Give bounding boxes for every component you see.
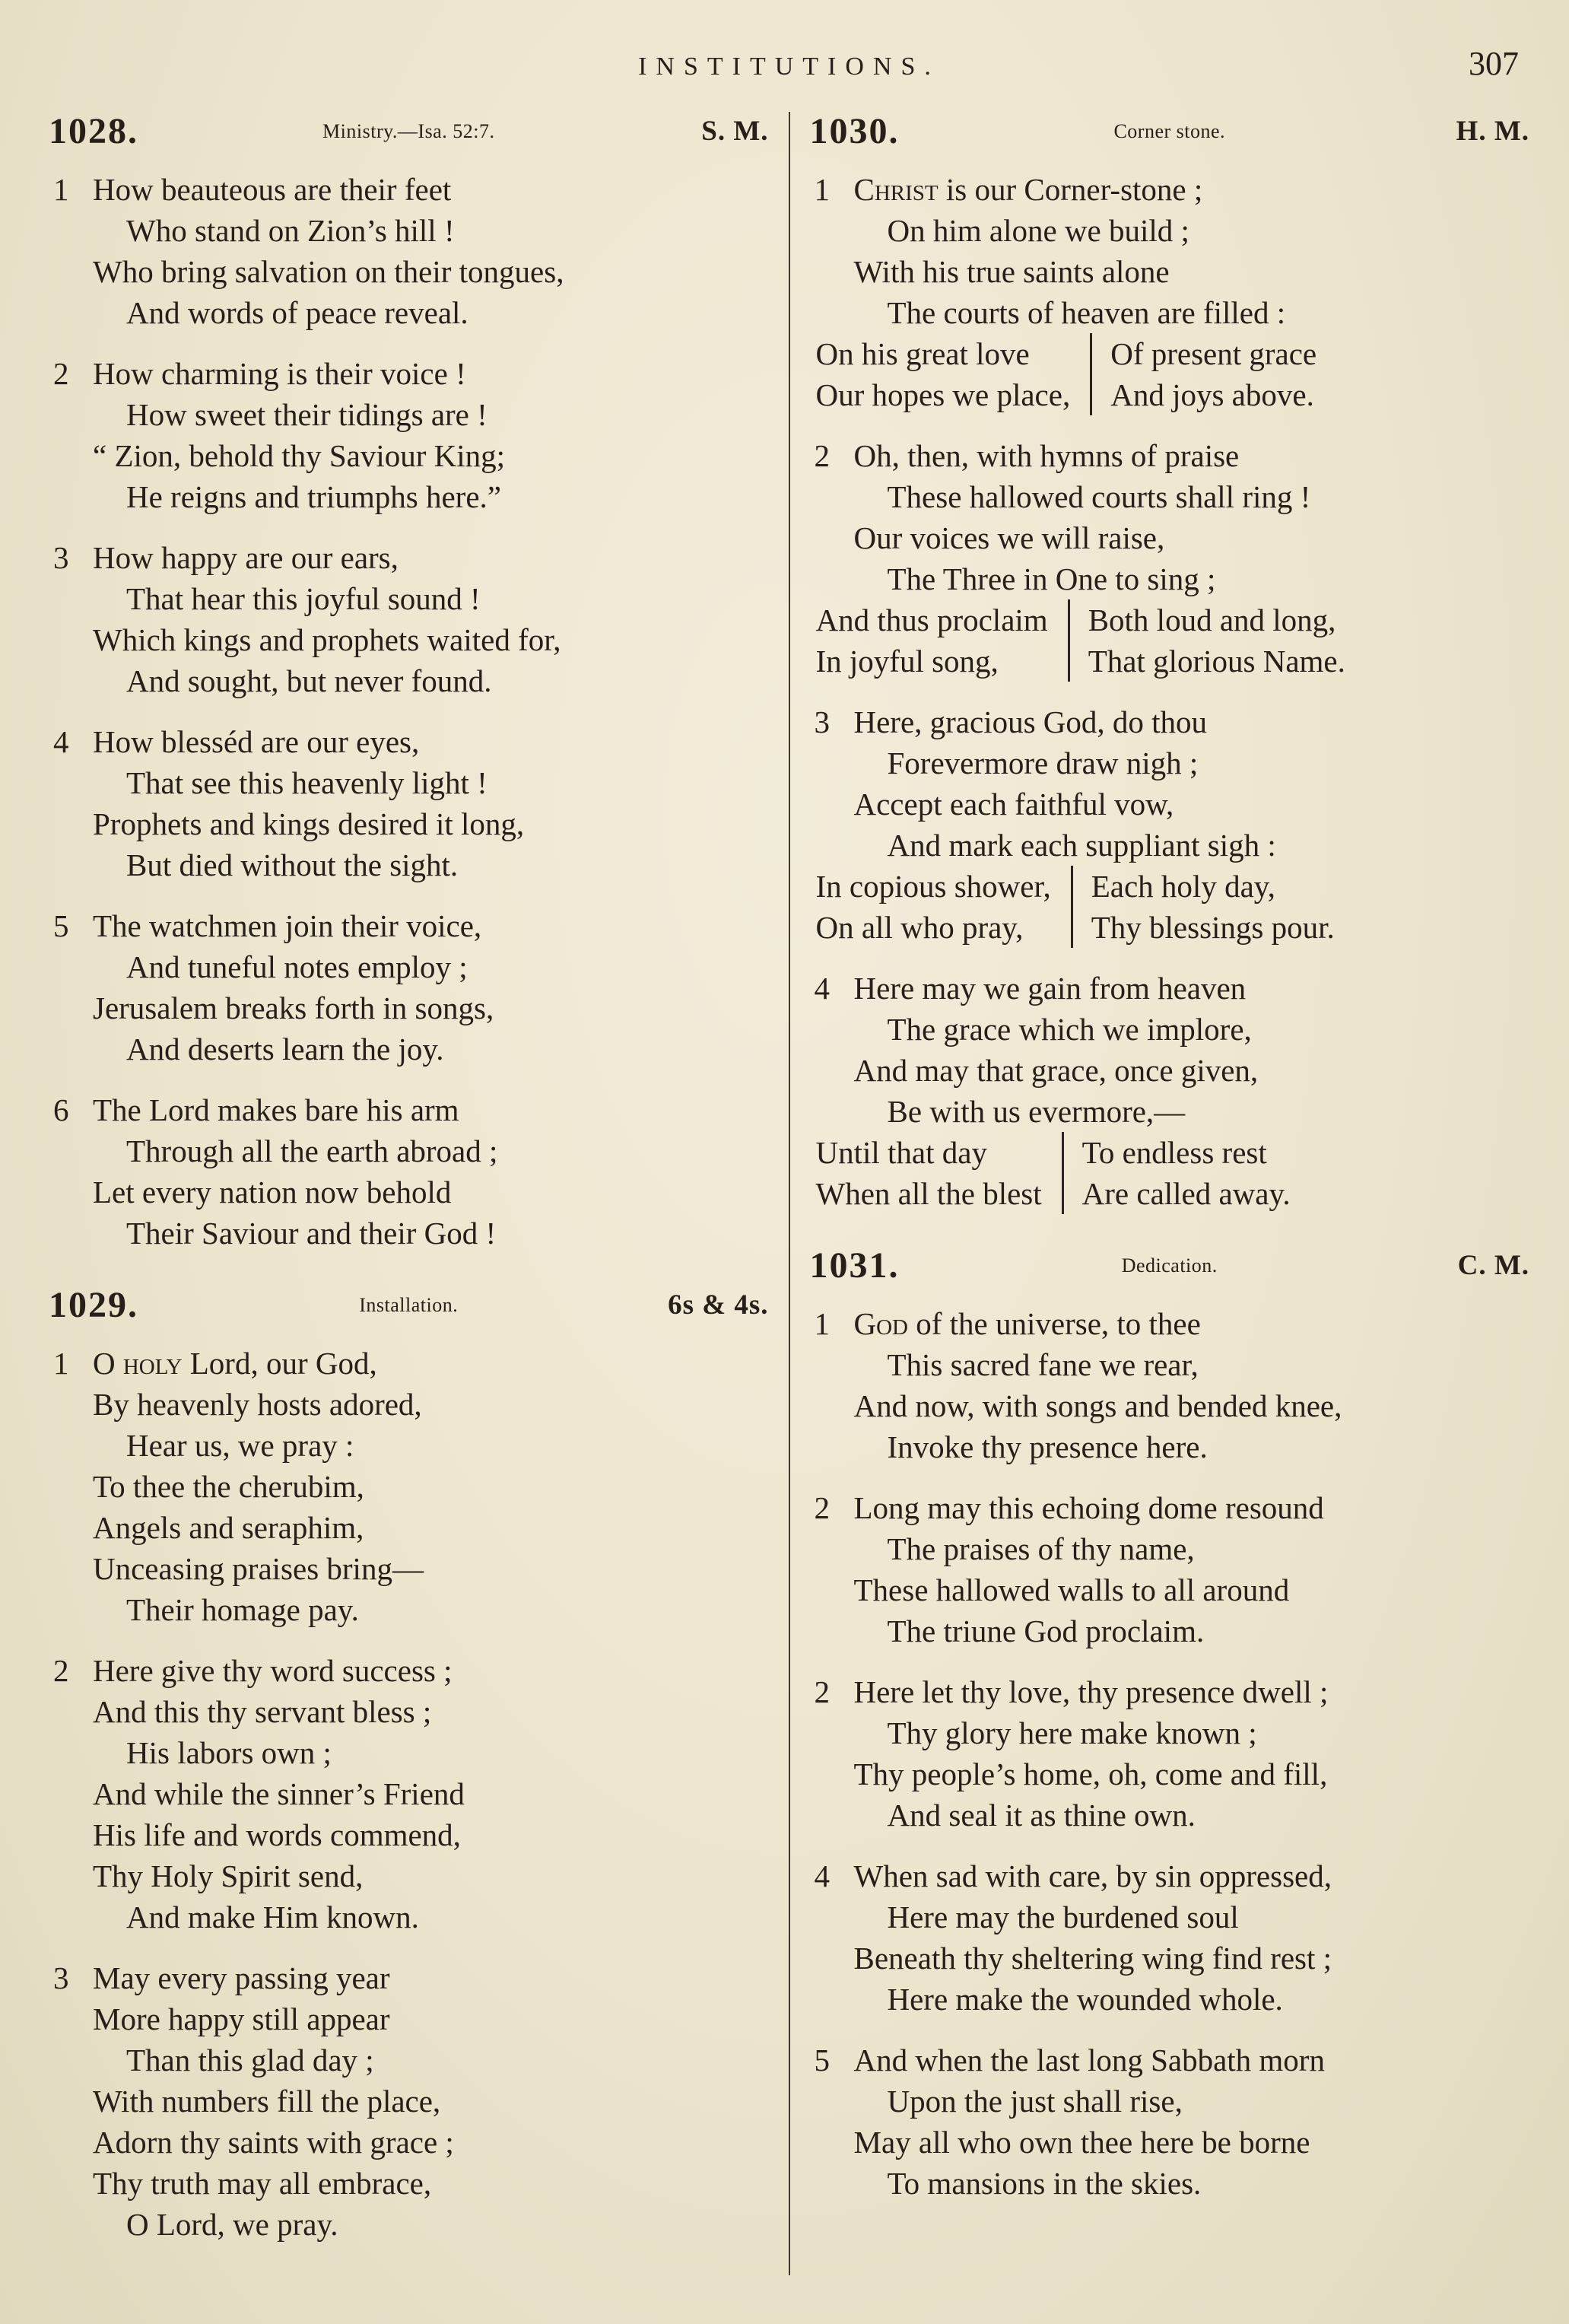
hymn-header	[49, 1284, 769, 1326]
hymn-subtitle: Dedication.	[1121, 1254, 1218, 1276]
smallcaps-lead: God	[853, 1306, 908, 1341]
verse-line	[854, 1050, 1530, 1091]
verse-line	[93, 2122, 769, 2163]
line-text: Long may this echoing dome resound	[853, 1490, 1324, 1525]
verse	[810, 435, 1530, 682]
verse-line	[888, 1528, 1530, 1569]
line-text: Thy truth may all embrace,	[93, 2166, 432, 2201]
line-text: Here may we gain from heaven	[853, 971, 1247, 1006]
line-text: Thy glory here make known ;	[887, 1715, 1257, 1750]
verse-line	[888, 1610, 1530, 1652]
verse-line	[888, 742, 1530, 784]
line-text: Through all the earth abroad ;	[126, 1133, 498, 1168]
verse-number: 5	[53, 908, 69, 943]
line-text: is our Corner-stone ;	[938, 172, 1203, 207]
verse-line	[126, 762, 769, 803]
line-text: To thee the cherubim,	[93, 1469, 364, 1504]
verse-line	[888, 1426, 1530, 1467]
line-text: Who stand on Zion’s hill !	[126, 213, 455, 248]
verse-line	[854, 1938, 1530, 1979]
line-text: Than this glad day ;	[126, 2043, 374, 2078]
split-left: On his great love	[815, 336, 1030, 371]
line-text: By heavenly hosts adored,	[93, 1387, 422, 1422]
verse-line	[126, 1130, 769, 1172]
verse-number: 2	[814, 1490, 830, 1525]
verse-line	[126, 946, 769, 987]
verse-line	[93, 1691, 769, 1732]
hymn-subtitle: Installation.	[359, 1293, 459, 1316]
line-text: Invoke thy presence here.	[887, 1429, 1208, 1464]
verse-line	[93, 435, 769, 476]
verse-number: 4	[53, 724, 69, 759]
verse-line	[854, 517, 1530, 558]
line-text: Here let thy love, thy presence dwell ;	[853, 1674, 1329, 1709]
line-text: “ Zion, behold thy Saviour King;	[93, 438, 506, 473]
hymn-columns	[49, 109, 1529, 2275]
verse-line	[854, 1303, 1530, 1344]
line-text: These hallowed walls to all around	[853, 1572, 1290, 1607]
verse-line	[126, 1425, 769, 1466]
split-right: Both loud and long,	[1068, 599, 1529, 641]
verse	[49, 353, 769, 517]
line-text: And sought, but never found.	[126, 663, 492, 698]
line-text: And when the last long Sabbath morn	[853, 2043, 1325, 2078]
line-text: His labors own ;	[126, 1735, 332, 1770]
verse-line	[888, 1091, 1530, 1132]
verse	[810, 701, 1530, 948]
line-text: Upon the just shall rise,	[887, 2084, 1183, 2119]
hymn-1030	[810, 110, 1530, 1214]
line-text: With numbers fill the place,	[93, 2084, 441, 2119]
hymn-meter: S. M.	[701, 116, 769, 147]
verse-line	[93, 1507, 769, 1548]
hymn-header	[810, 110, 1530, 152]
line-text: Beneath thy sheltering wing find rest ;	[853, 1941, 1332, 1976]
line-text: of the universe, to thee	[908, 1306, 1201, 1341]
verse-line	[126, 394, 769, 435]
line-text: May every passing year	[93, 1960, 390, 1995]
split-right: Each holy day,	[1071, 866, 1529, 907]
line-text: His life and words commend,	[93, 1817, 461, 1852]
verse-line	[93, 353, 769, 394]
verse-line	[854, 251, 1530, 292]
column-divider	[789, 112, 790, 2275]
line-text: More happy still appear	[93, 2001, 390, 2036]
hymn-1031	[810, 1245, 1530, 2204]
verse-line	[93, 1998, 769, 2039]
line-text: The triune God proclaim.	[887, 1613, 1205, 1648]
verse-line	[854, 2122, 1530, 2163]
split-lines	[816, 333, 1530, 415]
verse-line	[888, 2163, 1530, 2204]
verse-line	[888, 1979, 1530, 2020]
line-text: Hear us, we pray :	[126, 1428, 354, 1463]
line-text: Angels and seraphim,	[93, 1510, 364, 1545]
verse-number: 4	[814, 1858, 830, 1893]
verse-line	[854, 701, 1530, 742]
line-text: Be with us evermore,—	[887, 1094, 1186, 1129]
hymn-meter: H. M.	[1456, 116, 1529, 147]
line-text: Here give thy word success ;	[93, 1653, 453, 1688]
line-text: The Lord makes bare his arm	[93, 1092, 459, 1127]
verse-line	[854, 1753, 1530, 1795]
line-text: Lord, our God,	[182, 1346, 377, 1381]
line-text: To mansions in the skies.	[887, 2166, 1202, 2201]
split-left: In copious shower,	[815, 869, 1051, 904]
verse	[810, 1855, 1530, 2020]
line-text: And deserts learn the joy.	[126, 1032, 444, 1067]
hymn-1028	[49, 110, 769, 1254]
split-right: Are called away.	[1062, 1173, 1529, 1214]
verse	[810, 1487, 1530, 1652]
verse-line	[126, 2039, 769, 2081]
verse-line	[93, 803, 769, 844]
verse-line	[888, 1009, 1530, 1050]
verse-number: 2	[814, 1674, 830, 1709]
verse-number: 3	[53, 540, 69, 575]
hymn-header	[49, 110, 769, 152]
verse-line	[93, 1466, 769, 1507]
verse-line	[126, 844, 769, 885]
line-text: The grace which we implore,	[887, 1012, 1252, 1047]
verse-line	[93, 537, 769, 578]
verse-line	[93, 619, 769, 660]
line-text: Adorn thy saints with grace ;	[93, 2125, 454, 2160]
verse-line	[93, 1650, 769, 1691]
verse-line	[93, 905, 769, 946]
verse-line	[888, 476, 1530, 517]
verse-line	[888, 558, 1530, 599]
split-left: Until that day	[815, 1135, 987, 1170]
verse	[810, 169, 1530, 415]
verse-number: 2	[53, 1653, 69, 1688]
split-lines	[816, 866, 1530, 948]
split-left: In joyful song,	[815, 644, 999, 679]
verse-line	[93, 721, 769, 762]
smallcaps-lead: Christ	[853, 172, 939, 207]
line-text: Who bring salvation on their tongues,	[93, 254, 564, 289]
line-text: When sad with care, by sin oppressed,	[853, 1858, 1332, 1893]
line-text: How beauteous are their feet	[93, 172, 452, 207]
line-text: And mark each suppliant sigh :	[887, 828, 1276, 863]
line-text: These hallowed courts shall ring !	[887, 479, 1311, 514]
line-text: How sweet their tidings are !	[126, 397, 488, 432]
split-right: Thy blessings pour.	[1071, 907, 1529, 948]
verse-line	[126, 660, 769, 701]
line-text: That hear this joyful sound !	[126, 581, 481, 616]
hymn-number: 1029.	[49, 1285, 138, 1325]
line-text: Thy people’s home, oh, come and fill,	[853, 1757, 1328, 1791]
verse-line	[126, 1896, 769, 1938]
line-text: Thy Holy Spirit send,	[93, 1858, 364, 1893]
verse	[49, 1343, 769, 1630]
verse-number: 5	[814, 2043, 830, 2078]
verse-number: 1	[53, 172, 69, 207]
verse	[49, 905, 769, 1070]
verse-line	[854, 435, 1530, 476]
verse	[810, 1671, 1530, 1836]
line-text: Forevermore draw nigh ;	[887, 746, 1199, 780]
line-text: Which kings and prophets waited for,	[93, 622, 561, 657]
split-left: And thus proclaim	[815, 602, 1048, 637]
line-text: The watchmen join their voice,	[93, 908, 482, 943]
verse-line	[126, 292, 769, 333]
verse-line	[126, 1732, 769, 1773]
verse-line	[888, 1795, 1530, 1836]
verse-line	[854, 2039, 1530, 2081]
verse-line	[126, 578, 769, 619]
line-text: This sacred fane we rear,	[887, 1347, 1199, 1382]
line-text: Accept each faithful vow,	[853, 787, 1174, 822]
line-text: But died without the sight.	[126, 847, 459, 882]
split-right: Of present grace	[1090, 333, 1529, 374]
line-text: And words of peace reveal.	[126, 295, 468, 330]
line-text: Our voices we will raise,	[853, 520, 1165, 555]
verse	[49, 1089, 769, 1254]
split-left: Our hopes we place,	[815, 377, 1071, 412]
verse	[49, 721, 769, 885]
line-text: Here, gracious God, do thou	[853, 704, 1208, 739]
line-text: The Three in One to sing ;	[887, 561, 1216, 596]
verse	[810, 2039, 1530, 2204]
verse-line	[126, 2204, 769, 2245]
line-text: And this thy servant bless ;	[93, 1694, 432, 1729]
verse-line	[854, 1385, 1530, 1426]
split-left: When all the blest	[815, 1176, 1042, 1211]
verse-line	[854, 1855, 1530, 1896]
verse-line	[93, 2081, 769, 2122]
verse-number: 3	[814, 704, 830, 739]
verse-line	[854, 1569, 1530, 1610]
verse-line	[93, 1384, 769, 1425]
verse-line	[888, 1896, 1530, 1938]
line-text: The praises of thy name,	[887, 1531, 1195, 1566]
verse-line	[854, 1487, 1530, 1528]
hymn-header	[810, 1245, 1530, 1286]
right-column	[810, 109, 1530, 2275]
verse-line	[93, 251, 769, 292]
line-text: On him alone we build ;	[887, 213, 1189, 248]
line-text: Oh, then, with hymns of praise	[853, 438, 1240, 473]
line-text: How happy are our ears,	[93, 540, 399, 575]
verse-line	[93, 2163, 769, 2204]
verse-line	[888, 1344, 1530, 1385]
verse-number: 3	[53, 1960, 69, 1995]
line-text: And now, with songs and bended knee,	[853, 1388, 1342, 1423]
verse-line	[93, 1855, 769, 1896]
split-right: That glorious Name.	[1068, 641, 1529, 682]
line-text: Let every nation now behold	[93, 1175, 452, 1210]
line-text: O Lord, we pray.	[126, 2207, 338, 2242]
verse-line	[126, 1589, 769, 1630]
verse-line	[126, 476, 769, 517]
verse	[810, 968, 1530, 1214]
verse-line	[888, 210, 1530, 251]
verse-line	[126, 210, 769, 251]
verse-line	[888, 825, 1530, 866]
verse-line	[93, 1548, 769, 1589]
line-text: Unceasing praises bring—	[93, 1551, 424, 1586]
verse-line	[93, 1089, 769, 1130]
verse-number: 1	[814, 1306, 830, 1341]
smallcaps-lead: O holy	[93, 1346, 183, 1381]
line-text: Here may the burdened soul	[887, 1900, 1239, 1935]
verse-line	[854, 1671, 1530, 1712]
line-text: And make Him known.	[126, 1900, 419, 1935]
line-text: Here make the wounded whole.	[887, 1982, 1283, 2017]
line-text: And seal it as thine own.	[887, 1798, 1196, 1833]
verse-line	[93, 987, 769, 1028]
verse	[49, 169, 769, 333]
line-text: Their homage pay.	[126, 1592, 359, 1627]
verse-number: 2	[814, 438, 830, 473]
line-text: How blesséd are our eyes,	[93, 724, 420, 759]
verse-line	[93, 1172, 769, 1213]
line-text: Prophets and kings desired it long,	[93, 806, 525, 841]
split-right: To endless rest	[1062, 1132, 1529, 1173]
verse-line	[93, 169, 769, 210]
verse	[810, 1303, 1530, 1467]
verse	[49, 537, 769, 701]
line-text: And tuneful notes employ ;	[126, 949, 468, 984]
verse-line	[93, 1814, 769, 1855]
hymn-number: 1030.	[809, 111, 900, 151]
split-lines	[816, 1132, 1530, 1214]
verse-line	[854, 784, 1530, 825]
verse-line	[854, 968, 1530, 1009]
verse	[49, 1650, 769, 1938]
verse-number: 2	[53, 356, 69, 391]
verse-line	[126, 1213, 769, 1254]
verse-line	[126, 1028, 769, 1070]
verse-number: 6	[53, 1092, 69, 1127]
line-text: May all who own thee here be borne	[853, 2125, 1310, 2160]
split-right: And joys above.	[1090, 374, 1529, 415]
verse-line	[93, 1343, 769, 1384]
split-lines	[816, 599, 1530, 682]
page-header	[49, 44, 1529, 83]
verse-line	[93, 1957, 769, 1998]
running-title: INSTITUTIONS.	[638, 52, 940, 81]
verse-number: 4	[814, 971, 830, 1006]
line-text: The courts of heaven are filled :	[887, 295, 1286, 330]
line-text: Their Saviour and their God !	[126, 1216, 497, 1251]
page-number: 307	[1469, 45, 1519, 82]
hymn-meter: C. M.	[1457, 1250, 1529, 1281]
hymn-subtitle: Ministry.—Isa. 52:7.	[322, 119, 495, 142]
line-text: And may that grace, once given,	[853, 1053, 1259, 1088]
line-text: How charming is their voice !	[93, 356, 466, 391]
verse-line	[888, 2081, 1530, 2122]
split-left: On all who pray,	[815, 910, 1024, 945]
verse-number: 1	[53, 1346, 69, 1381]
hymn-subtitle: Corner stone.	[1113, 119, 1226, 142]
hymn-1029	[49, 1284, 769, 2245]
verse-line	[854, 169, 1530, 210]
verse-line	[93, 1773, 769, 1814]
line-text: And while the sinner’s Friend	[93, 1776, 465, 1811]
left-column	[49, 109, 769, 2275]
line-text: Jerusalem breaks forth in songs,	[93, 990, 494, 1025]
line-text: He reigns and triumphs here.”	[126, 479, 501, 514]
verse-line	[888, 292, 1530, 333]
line-text: With his true saints alone	[853, 254, 1170, 289]
hymn-number: 1031.	[809, 1245, 900, 1286]
line-text: That see this heavenly light !	[126, 765, 488, 800]
verse-line	[888, 1712, 1530, 1753]
hymn-meter: 6s & 4s.	[668, 1289, 769, 1321]
hymn-number: 1028.	[49, 111, 138, 151]
verse	[49, 1957, 769, 2245]
verse-number: 1	[814, 172, 830, 207]
